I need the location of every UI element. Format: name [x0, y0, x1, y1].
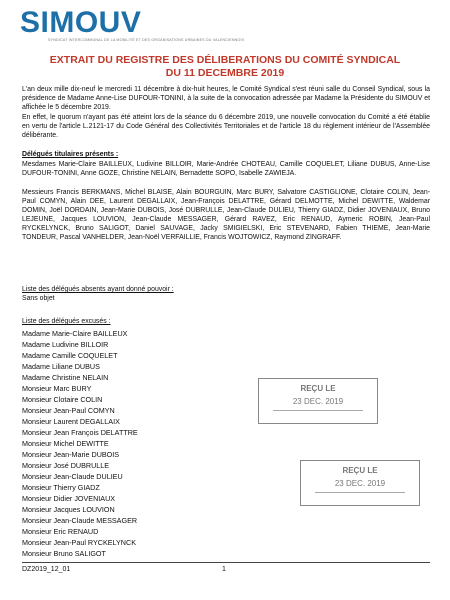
list-item: Monsieur Jean-Marie DUBOIS — [22, 450, 120, 459]
list-item: Monsieur Jean-Paul RYCKELYNCK — [22, 538, 136, 547]
absents-pouvoir-heading: Liste des délégués absents ayant donné pouvoir : — [22, 286, 174, 293]
stamp-date: 23 DEC. 2019 — [334, 479, 386, 488]
list-item: Monsieur Thierry GIADZ — [22, 483, 100, 492]
list-item: Monsieur Jean François DELATTRE — [22, 428, 138, 437]
excuses-heading: Liste des délégués excusés : — [22, 318, 111, 325]
stamp-label: REÇU LE — [300, 384, 336, 393]
footer-divider — [22, 562, 430, 563]
list-item: Madame Camille COQUELET — [22, 351, 118, 360]
received-stamp — [300, 460, 420, 506]
simouv-logo: SIMOUV — [20, 6, 142, 39]
intro-paragraph-2: En effet, le quorum n'ayant pas été atteint lors de la séance du 6 décembre 2019, une nouvelle convocation du Comité a été établie en vertu de l'article L.2121-17 du Code Général des Collectivités Territoriales et de l'article 18 du règlement intérieur de l'Assemblée délibérante. — [22, 114, 430, 139]
stamp-label: REÇU LE — [342, 466, 378, 475]
footer-reference: DZ2019_12_01 — [22, 566, 71, 573]
titulaires-mesdames: Mesdames Marie-Claire BAILLEUX, Ludivine BILLOIR, Marie-Andrée CHOTEAU, Camille COQUELET, Liliane DUBUS, Anne-Lise DUFOUR-TONINI, Anne GOZE, Christine NELAIN, Bernadette SOPO, Isabelle ZAWIEJA. — [22, 161, 430, 177]
document-date-title: DU 11 DECEMBRE 2019 — [165, 67, 285, 79]
list-item: Madame Ludivine BILLOIR — [22, 340, 109, 349]
stamp-divider — [273, 410, 363, 411]
list-item: Monsieur José DUBRULLE — [22, 461, 110, 470]
received-stamp — [258, 378, 378, 424]
list-item: Monsieur Bruno SALIGOT — [22, 549, 106, 558]
list-item: Monsieur Eric RENAUD — [22, 527, 99, 536]
list-item: Madame Marie-Claire BAILLEUX — [22, 329, 128, 338]
list-item: Madame Liliane DUBUS — [22, 362, 100, 371]
list-item: Monsieur Jean-Claude MESSAGER — [22, 516, 138, 525]
absents-pouvoir-value: Sans objet — [22, 295, 55, 302]
document-title: EXTRAIT DU REGISTRE DES DÉLIBERATIONS DU COMITÉ SYNDICAL — [49, 54, 401, 66]
list-item: Monsieur Jacques LOUVION — [22, 505, 115, 514]
list-item: Monsieur Didier JOVENIAUX — [22, 494, 116, 503]
logo-subtitle: SYNDICAT INTERCOMMUNAL DE LA MOBILITÉ ET DES ORGANISATIONS URBAINES DU VALENCIENNOIS — [48, 38, 245, 42]
list-item: Monsieur Michel DEWITTE — [22, 439, 109, 448]
titulaires-messieurs: Messieurs Francis BERKMANS, Michel BLAISE, Alain BOURGUIN, Marc BURY, Salvatore CASTIGLIONE, Clotaire COLIN, Jean-Paul COMYN, Alain DEE, Laurent DEGALLAIX, Jean-François DELATTRE, Gérard DELMOTTE, Michel DEWITTE, Waldemar DOMIN, Joël DORDAIN, Jean-Marie DUBOIS, José DUBRULLE, Jean-Claude DULIEU, Thierry GIADZ, Didier JOVENIAUX, Bruno LEJEUNE, Jacques LOUVION, Jean-Claude MESSAGER, Gérard RAVEZ, Eric RENAUD, Aymeric ROBIN, Jean-Paul RYCKELYNCK, Bruno SALIGOT, Daniel SAUVAGE, Jacky SMIGIELSKI, Eric STEVENARD, Fabien THIEME, Jean-Marie TONDEUR, Pascal VANHELDER, Jean-Noël VERFAILLIE, Francis WOJTOWICZ, Raymond ZINGRAFF. — [22, 189, 430, 241]
intro-paragraph-1: L'an deux mille dix-neuf le mercredi 11 décembre à dix-huit heures, le Comité Syndical s'est réuni salle du Conseil Syndical, sous la présidence de Madame Anne-Lise DUFOUR-TONINI, à la suite de la convocation adressée par Madame la Présidente du SIMOUV et affichée le 5 décembre 2019. — [22, 86, 430, 111]
list-item: Madame Christine NELAIN — [22, 373, 109, 382]
list-item: Monsieur Jean-Paul COMYN — [22, 406, 115, 415]
page-number: 1 — [222, 566, 226, 573]
stamp-divider — [315, 492, 405, 493]
stamp-date: 23 DEC. 2019 — [292, 397, 344, 406]
list-item: Monsieur Laurent DEGALLAIX — [22, 417, 120, 426]
list-item: Monsieur Clotaire COLIN — [22, 395, 103, 404]
list-item: Monsieur Marc BURY — [22, 384, 92, 393]
titulaires-heading: Délégués titulaires présents : — [22, 151, 119, 158]
list-item: Monsieur Jean-Claude DULIEU — [22, 472, 123, 481]
